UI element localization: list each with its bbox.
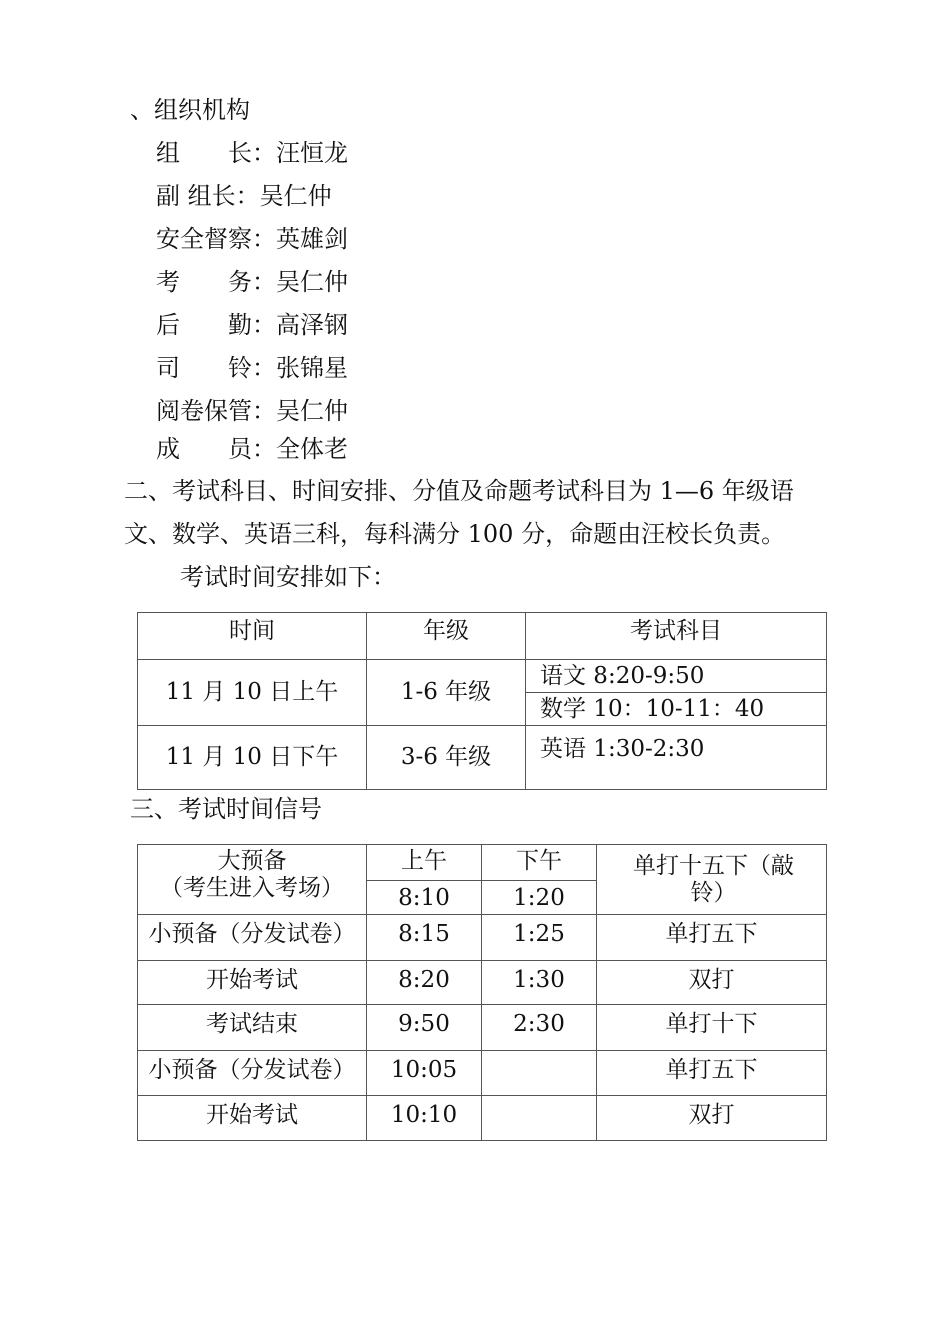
header-event-line2: （考生进入考场） <box>160 875 344 901</box>
section2-line3: 考试时间安排如下： <box>180 563 396 591</box>
row-pm <box>482 1096 597 1141</box>
member-role: 成 员： <box>156 435 276 463</box>
table-row <box>138 1005 827 1051</box>
row-pm <box>482 1051 597 1096</box>
member-name: 高泽钢 <box>276 311 348 339</box>
row-pm: 1:30 <box>482 961 597 1005</box>
section1-heading: 、组织机构 <box>130 96 250 124</box>
row-event-text: 小预备（分发试卷） <box>148 921 356 947</box>
row-event <box>138 1051 367 1096</box>
row-time: 11 月 10 日下午 <box>138 726 367 790</box>
row-am: 10:10 <box>367 1096 482 1141</box>
member-row <box>156 139 348 167</box>
member-row <box>156 268 348 296</box>
row-am: 10:05 <box>367 1051 482 1096</box>
row-event-text: 开始考试 <box>206 967 298 993</box>
row-signal: 双打 <box>597 1096 827 1141</box>
header-event-line1: 大预备 <box>217 848 287 874</box>
row-signal: 双打 <box>597 961 827 1005</box>
row-event <box>138 1096 367 1141</box>
header-grade: 年级 <box>367 613 526 660</box>
row-signal: 单打五下 <box>597 915 827 961</box>
row-signal: 单打五下 <box>597 1051 827 1096</box>
header-signal: 单打十五下（敲铃） <box>597 845 827 915</box>
signal-table <box>137 844 827 1141</box>
table-header-row <box>138 613 827 660</box>
row-time: 11 月 10 日上午 <box>138 660 367 726</box>
member-role: 组 长： <box>156 139 276 167</box>
row-subject: 英语 1:30-2:30 <box>526 726 827 790</box>
pm-time: 1:20 <box>482 881 597 915</box>
row-subject: 数学 10：10-11：40 <box>526 693 827 726</box>
row-pm: 2:30 <box>482 1005 597 1051</box>
row-grade: 1-6 年级 <box>367 660 526 726</box>
member-row <box>156 182 332 210</box>
member-name: 吴仁仲 <box>259 182 332 210</box>
table-header-row <box>138 845 827 881</box>
table-row <box>138 961 827 1005</box>
table-row <box>138 915 827 961</box>
member-role: 安全督察： <box>156 225 276 253</box>
table-row <box>138 1051 827 1096</box>
header-time: 时间 <box>138 613 367 660</box>
member-role: 副 组长： <box>156 182 260 210</box>
member-role: 考 务： <box>156 268 276 296</box>
member-name: 英雄剑 <box>276 225 348 253</box>
exam-schedule-table <box>137 612 827 790</box>
row-am: 8:15 <box>367 915 482 961</box>
member-row <box>156 311 348 339</box>
row-grade: 3-6 年级 <box>367 726 526 790</box>
row-event-text: 小预备（分发试卷） <box>148 1057 356 1083</box>
table-row <box>138 726 827 790</box>
section2-line1: 二、考试科目、时间安排、分值及命题考试科目为 1—6 年级语 <box>124 477 794 505</box>
member-role: 司 铃： <box>156 354 276 382</box>
row-event <box>138 961 367 1005</box>
member-role: 后 勤： <box>156 311 276 339</box>
header-am: 上午 <box>367 845 482 881</box>
member-role: 阅卷保管： <box>156 397 276 425</box>
header-subject: 考试科目 <box>526 613 827 660</box>
row-pm: 1:25 <box>482 915 597 961</box>
row-am: 8:20 <box>367 961 482 1005</box>
row-subject: 语文 8:20-9:50 <box>526 660 827 693</box>
member-name: 张锦星 <box>276 354 348 382</box>
row-event <box>138 1005 367 1051</box>
member-name: 吴仁仲 <box>276 268 348 296</box>
section3-heading: 三、考试时间信号 <box>130 795 322 823</box>
member-row <box>156 435 348 463</box>
row-event <box>138 915 367 961</box>
header-pm: 下午 <box>482 845 597 881</box>
section2-line2: 文、数学、英语三科，每科满分 100 分，命题由汪校长负责。 <box>124 520 786 548</box>
row-am: 9:50 <box>367 1005 482 1051</box>
member-row <box>156 225 348 253</box>
row-event-text: 考试结束 <box>206 1011 298 1037</box>
member-name: 吴仁仲 <box>276 397 348 425</box>
am-time: 8:10 <box>367 881 482 915</box>
member-row <box>156 354 348 382</box>
member-name: 全体老 <box>276 435 348 463</box>
member-row <box>156 397 348 425</box>
table-row <box>138 660 827 693</box>
row-event-text: 开始考试 <box>206 1102 298 1128</box>
row-signal: 单打十下 <box>597 1005 827 1051</box>
member-name: 汪恒龙 <box>276 139 348 167</box>
table-row <box>138 1096 827 1141</box>
header-event <box>138 845 367 915</box>
